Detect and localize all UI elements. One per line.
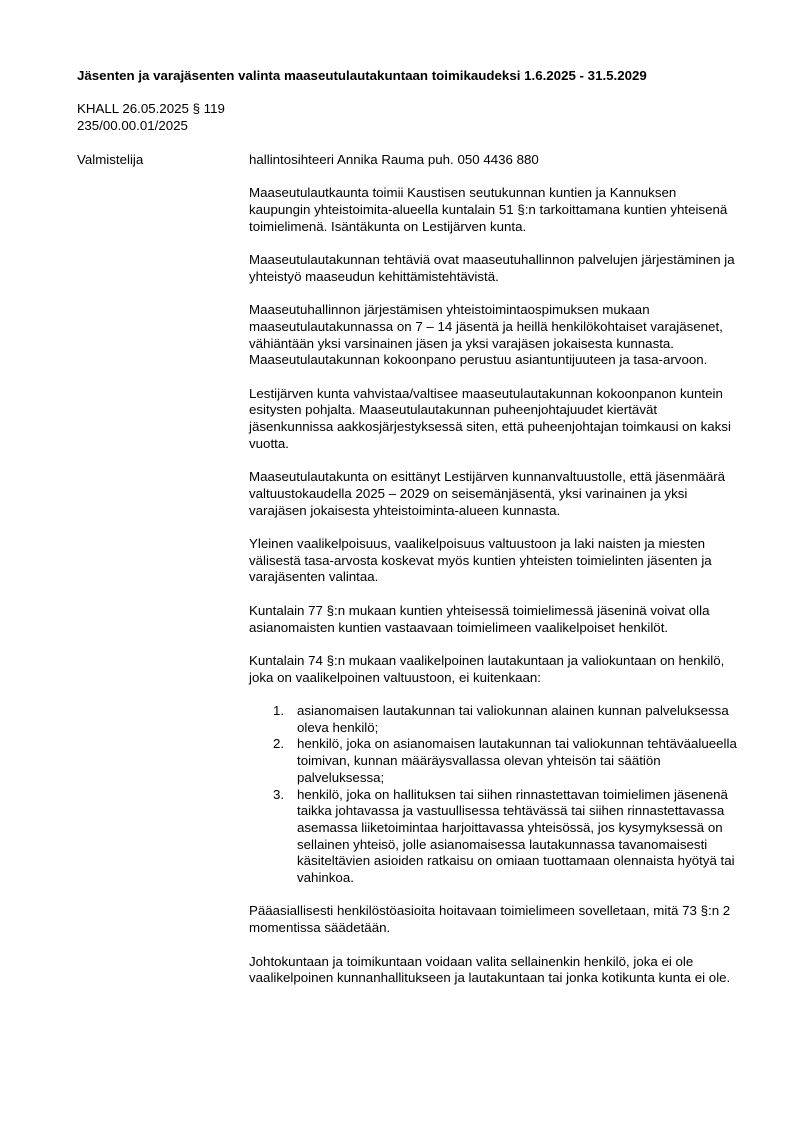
body-paragraph: Maaseutulautakunnan tehtäviä ovat maaseutuhallinnon palvelujen järjestäminen ja yhteistyö maaseudun kehittämistehtävistä. <box>249 252 735 284</box>
body-paragraph: Maaseutuhallinnon järjestämisen yhteistoimintaospimuksen mukaan maaseutulautakunnassa on 7 – 14 jäsentä ja heillä henkilökohtaiset varajäsenet, vähiäntään yksi varsinainen jäsen ja yksi varajäsen jokaisesta kunnasta. Maaseutulautakunnan kokoonpano perustuu asiantuntijuuteen ja tasa-arvoon. <box>249 302 723 368</box>
body-paragraph: Kuntalain 77 §:n mukaan kuntien yhteisessä toimielimessä jäseninä voivat olla asianomaisten kuntien vastaavaan toimielimeen vaalikelpoiset henkilöt. <box>249 602 710 635</box>
list-item-text: henkilö, joka on asianomaisen lautakunnan tai valiokunnan tehtäväalueella toimivan, kunnan määräysvallassa olevan yhteisön tai säätiön palveluksessa; <box>297 736 737 785</box>
document-title: Jäsenten ja varajäsenten valinta maaseutulautakuntaan toimikaudeksi 1.6.2025 - 31.5.2029 <box>77 68 647 83</box>
body-paragraph: Lestijärven kunta vahvistaa/valtisee maaseutulautakunnan kokoonpanon kuntein esitysten pohjalta. Maaseutulautakunnan puheenjohtajuudet kiertävät jäsenkunnissa aakkosjärjestyksessä siten, että puheenjohtajan toimkausi on kaksi vuotta. <box>249 385 731 451</box>
list-item-text: henkilö, joka on hallituksen tai siihen rinnastettavan toimielimen jäsenenä taikka johtavassa ja vastuullisessa tehtävässä tai siihen rinnastettavassa asemassa liiketoimintaa harjoittavassa yhteisössä, jos kysymyksessä on sellainen yhteisö, jolle asianomaisessa lautakunnassa tavanomaisesti käsiteltävien asioiden ratkaisu on omiaan tuottamaan olennaista hyötyä tai vahinkoa. <box>297 786 735 886</box>
meeting-reference: KHALL 26.05.2025 § 119 <box>77 101 225 116</box>
document-body <box>249 152 741 1004</box>
list-item <box>249 736 741 786</box>
body-paragraph: Johtokuntaan ja toimikuntaan voidaan valita sellainenkin henkilö, joka ei ole vaalikelpoinen kunnanhallitukseen ja lautakuntaan tai jonka kotikunta kunta ei ole. <box>249 953 731 986</box>
list-item-text: asianomaisen lautakunnan tai valiokunnan alainen kunnan palveluksessa oleva henkilö; <box>297 703 729 735</box>
body-paragraph: Maaseutulautkaunta toimii Kaustisen seutukunnan kuntien ja Kannuksen kaupungin yhteistoimita-alueella kuntalain 51 §:n tarkoittamana kuntien yhteisenä toimielimenä. Isäntäkunta on Lestijärven kunta. <box>249 185 728 234</box>
document-meta <box>77 101 377 134</box>
body-paragraph: Yleinen vaalikelpoisuus, vaalikelpoisuus valtuustoon ja laki naisten ja miesten välisestä tasa-arvosta koskevat myös kuntien yhteisten toimielinten jäsenten ja varajäsenten valintaa. <box>249 536 712 585</box>
record-number: 235/00.00.01/2025 <box>77 117 188 133</box>
list-item <box>249 787 741 887</box>
ineligibility-list <box>249 703 741 887</box>
list-item-number: 2. <box>273 736 285 752</box>
preparer-label: Valmistelija <box>77 152 144 167</box>
body-paragraph: Kuntalain 74 §:n mukaan vaalikelpoinen lautakuntaan ja valiokuntaan on henkilö, joka on vaalikelpoinen valtuustoon, ei kuitenkaan: <box>249 652 725 685</box>
list-item-number: 3. <box>273 786 285 802</box>
body-paragraph: Maaseutulautakunta on esittänyt Lestijärven kunnanvaltuustolle, että jäsenmäärä valtuustokaudella 2025 – 2029 on seisemänjäsentä, yksi varinainen ja yksi varajäsen jokaisesta yhteistoiminta-alueen kunnasta. <box>249 469 726 518</box>
body-paragraph: Pääasiallisesti henkilöstöasioita hoitavaan toimielimeen sovelletaan, mitä 73 §:n 2 momentissa säädetään. <box>249 903 731 936</box>
list-item-number: 1. <box>273 703 285 719</box>
list-item <box>249 703 741 736</box>
preparer-name: hallintosihteeri Annika Rauma puh. 050 4436 880 <box>249 152 539 167</box>
